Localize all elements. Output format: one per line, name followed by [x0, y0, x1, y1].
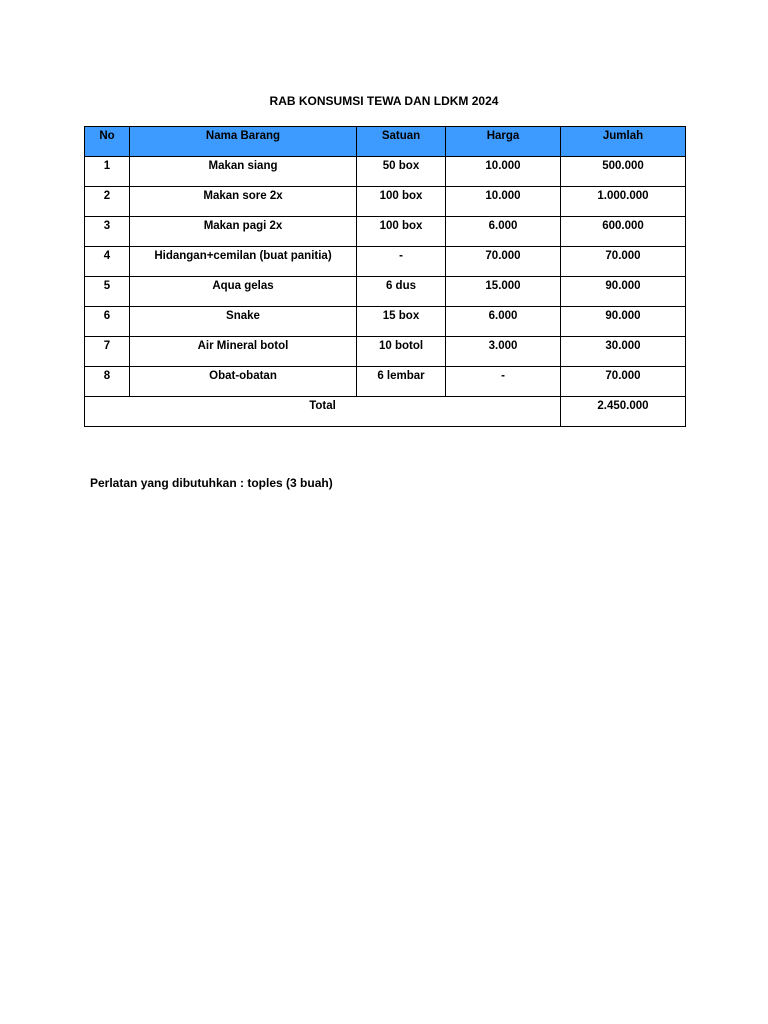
cell-satuan: 50 box — [357, 157, 446, 187]
cell-nama-barang: Snake — [130, 307, 357, 337]
cell-jumlah: 90.000 — [561, 307, 686, 337]
cell-harga: 3.000 — [446, 337, 561, 367]
cell-no: 6 — [85, 307, 130, 337]
column-header-satuan: Satuan — [357, 127, 446, 157]
cell-satuan: 10 botol — [357, 337, 446, 367]
cell-satuan: 6 dus — [357, 277, 446, 307]
cell-harga: 15.000 — [446, 277, 561, 307]
cell-satuan: 15 box — [357, 307, 446, 337]
cell-jumlah: 30.000 — [561, 337, 686, 367]
cell-satuan: - — [357, 247, 446, 277]
cell-jumlah: 70.000 — [561, 247, 686, 277]
cell-satuan: 100 box — [357, 187, 446, 217]
column-header-no: No — [85, 127, 130, 157]
cell-harga: 6.000 — [446, 217, 561, 247]
table-total-row — [85, 397, 686, 427]
total-label: Total — [85, 397, 561, 427]
cell-nama-barang: Makan sore 2x — [130, 187, 357, 217]
table-row — [85, 217, 686, 247]
table-row — [85, 277, 686, 307]
cell-no: 8 — [85, 367, 130, 397]
cell-jumlah: 70.000 — [561, 367, 686, 397]
cell-no: 3 — [85, 217, 130, 247]
cell-nama-barang: Air Mineral botol — [130, 337, 357, 367]
table-row — [85, 307, 686, 337]
cell-nama-barang: Makan pagi 2x — [130, 217, 357, 247]
cell-no: 4 — [85, 247, 130, 277]
cell-jumlah: 90.000 — [561, 277, 686, 307]
table-row — [85, 187, 686, 217]
cell-jumlah: 1.000.000 — [561, 187, 686, 217]
table-row — [85, 337, 686, 367]
document-title: RAB KONSUMSI TEWA DAN LDKM 2024 — [269, 94, 499, 108]
cell-harga: 10.000 — [446, 157, 561, 187]
column-header-nama-barang: Nama Barang — [130, 127, 357, 157]
cell-nama-barang: Aqua gelas — [130, 277, 357, 307]
budget-table — [84, 126, 686, 427]
cell-satuan: 6 lembar — [357, 367, 446, 397]
cell-no: 2 — [85, 187, 130, 217]
cell-no: 7 — [85, 337, 130, 367]
table-header-row — [85, 127, 686, 157]
table-row — [85, 157, 686, 187]
equipment-note: Perlatan yang dibutuhkan : toples (3 buah) — [90, 476, 333, 490]
table-row — [85, 247, 686, 277]
cell-harga: 10.000 — [446, 187, 561, 217]
cell-harga: - — [446, 367, 561, 397]
total-value: 2.450.000 — [561, 397, 686, 427]
cell-harga: 70.000 — [446, 247, 561, 277]
column-header-harga: Harga — [446, 127, 561, 157]
cell-satuan: 100 box — [357, 217, 446, 247]
cell-no: 1 — [85, 157, 130, 187]
cell-jumlah: 600.000 — [561, 217, 686, 247]
cell-jumlah: 500.000 — [561, 157, 686, 187]
cell-nama-barang: Makan siang — [130, 157, 357, 187]
cell-no: 5 — [85, 277, 130, 307]
table-row — [85, 367, 686, 397]
cell-nama-barang: Hidangan+cemilan (buat panitia) — [130, 247, 357, 277]
column-header-jumlah: Jumlah — [561, 127, 686, 157]
cell-harga: 6.000 — [446, 307, 561, 337]
cell-nama-barang: Obat-obatan — [130, 367, 357, 397]
